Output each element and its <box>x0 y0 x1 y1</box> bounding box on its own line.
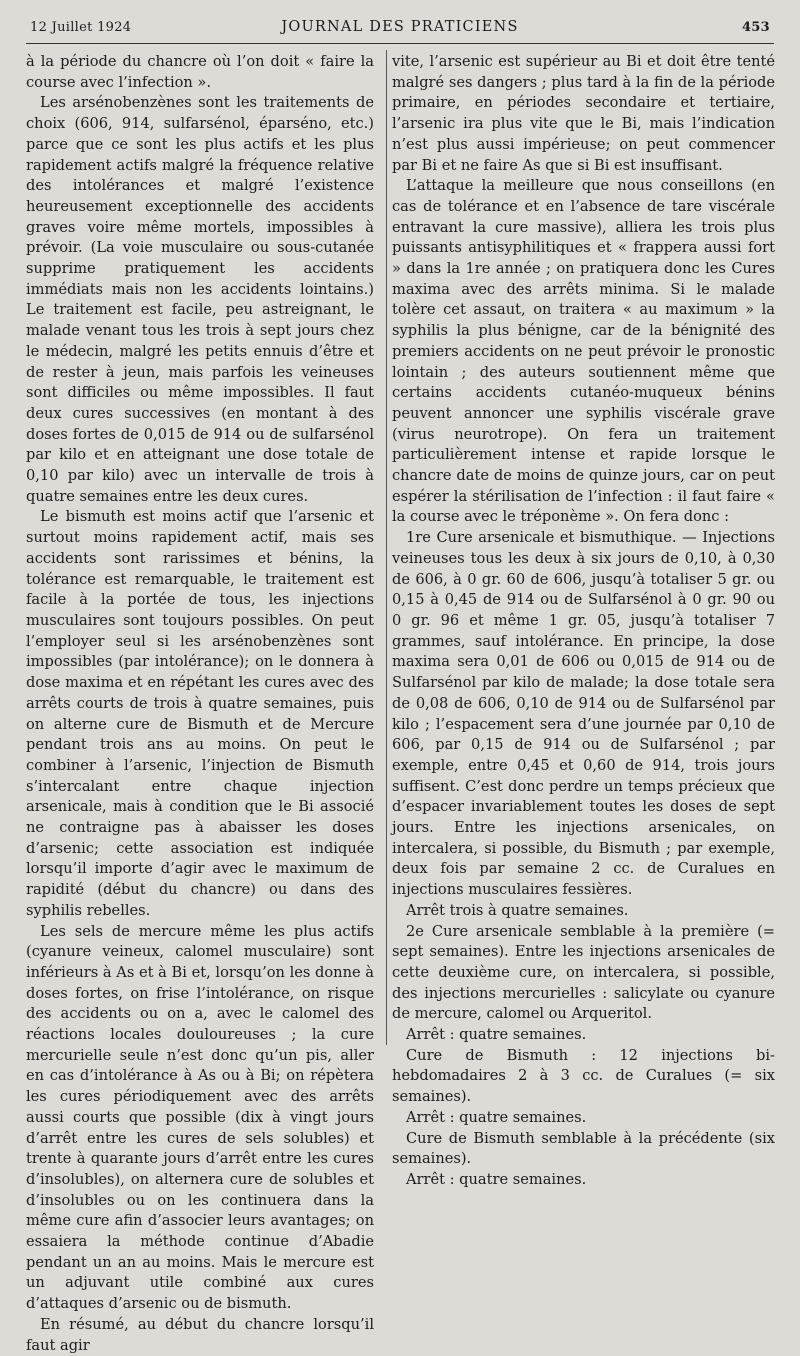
paragraph: Arrêt trois à quatre semaines. <box>406 901 629 919</box>
paragraph: Les sels de mercure même les plus actifs (cyanure veineux, calomel musculaire) sont inférieurs à As et à Bi et, lorsqu’on les donne à doses fortes, on frise l’intolérance, on risque des accidents ou on a, avec le calomel des réactions locales douloureuses ; la cure mercurielle seule n’est donc qu’un pis, aller en cas d’intolérance à As ou à Bi; on répètera les cures périodiquement avec des arrêts aussi courts que possible (dix à vingt jours d’arrêt entre les cures de sels solubles) et trente à quarante jours d’arrêt entre les cures d’insolubles), on alternera cure de solubles et d’insolubles ou on les continuera dans la même cure afin d’associer leurs avantages; on essaiera la méthode continue d’Abadie pendant un an au moins. Mais le mercure est un adjuvant utile combiné aux cures d’attaques d’arsenic ou de bismuth. <box>26 922 374 1313</box>
paragraph: 1re Cure arsenicale et bismuthique. — Injections veineuses tous les deux à six jours de 0,10, à 0,30 de 606, à 0 gr. 60 de 606, jusqu’à totaliser 5 gr. ou 0,15 à 0,45 de 914 ou de Sulfarsénol à 0 gr. 90 ou 0 gr. 96 et même 1 gr. 05, jusqu’à totaliser 7 grammes, sauf intolérance. En principe, la dose maxima sera 0,01 de 606 ou 0,015 de 914 ou de Sulfarsénol par kilo de malade; la dose totale sera de 0,08 de 606, 0,10 de 914 ou de Sulfarsénol par kilo ; l’espacement sera d’une journée par 0,10 de 606, par 0,15 de 914 ou de Sulfarsénol ; par exemple, entre 0,45 et 0,60 de 914, trois jours suffisent. C’est donc perdre un temps précieux que d’espacer invariablement toutes les doses de sept jours. Entre les injections arsenicales, on intercalera, si possible, du Bismuth ; par exemple, deux fois par semaine 2 cc. de Curalues en injections musculaires fessières. <box>392 529 775 899</box>
right-column <box>392 52 775 1191</box>
paragraph: Les arsénobenzènes sont les traitements de choix (606, 914, sulfarsénol, éparséno, etc.) parce que ce sont les plus actifs et les plus rapidement actifs malgré la fréquence relative des intolérances et malgré l’existence heureusement exceptionnelle des accidents graves voire même mortels, impossibles à prévoir. (La voie musculaire ou sous-cutanée supprime pratiquement les accidents immédiats mais non les accidents lointains.) Le traitement est facile, peu astreignant, le malade venant tous les trois à sept jours chez le médecin, malgré les petits ennuis d’être et de rester à jeun, mais parfois les veineuses sont difficiles ou même impossibles. Il faut deux cures successives (en montant à des doses fortes de 0,015 de 914 ou de sulfarsénol par kilo et en atteignant une dose totale de 0,10 par kilo) avec un intervalle de trois à quatre semaines entre les deux cures. <box>26 94 374 505</box>
paragraph: 2e Cure arsenicale semblable à la première (= sept semaines). Entre les injections arsenicales de cette deuxième cure, on intercalera, si possible, des injections mercurielles : salicylate ou cyanure de mercure, calomel ou Arqueritol. <box>392 922 775 1023</box>
journal-title: JOURNAL DES PRATICIENS <box>281 19 519 35</box>
left-column <box>26 52 374 1356</box>
paragraph: En résumé, au début du chancre lorsqu’il faut agir <box>26 1315 374 1354</box>
paragraph: Arrêt : quatre semaines. <box>406 1026 587 1044</box>
paragraph: Cure de Bismuth : 12 injections bi-hebdomadaires 2 à 3 cc. de Curalues (= six semaines). <box>392 1046 775 1106</box>
page-header <box>30 18 770 40</box>
paragraph: Cure de Bismuth semblable à la précédente (six semaines). <box>392 1129 775 1168</box>
page-number: 453 <box>741 20 770 35</box>
paragraph: à la période du chancre où l’on doit « faire la course avec l’infection ». <box>26 53 374 91</box>
paragraph: L’attaque la meilleure que nous conseillons (en cas de tolérance et en l’absence de tare viscérale entravant la cure massive), alliera les trois plus puissants antisyphilitiques et « frappera aussi fort » dans la 1re année ; on pratiquera donc les Cures maxima avec des arrêts minima. Si le malade tolère cet assaut, on traitera « au maximum » la syphilis la plus bénigne, car de la bénignité des premiers accidents on ne peut prévoir le pronostic lointain ; des auteurs soutiennent même que certains accidents cutanéo-muqueux bénins peuvent annoncer une syphilis viscérale grave (virus neurotrope). On fera un traitement particulièrement intense et rapide lorsque le chancre date de moins de quinze jours, car on peut espérer la stérilisation de l’infection : il faut faire « la course avec le tréponème ». On fera donc : <box>392 177 775 526</box>
paragraph: Le bismuth est moins actif que l’arsenic et surtout moins rapidement actif, mais ses accidents sont rarissimes et bénins, la tolérance est remarquable, le traitement est facile à la portée de tous, les injections musculaires sont toujours possibles. On peut l’employer seul si les arsénobenzènes sont impossibles (par intolérance); on le donnera à dose maxima et en répétant les cures avec des arrêts courts de trois à quatre semaines, puis on alterne cure de Bismuth et de Mercure pendant trois ans au moins. On peut le combiner à l’arsenic, l’injection de Bismuth s’intercalant entre chaque injection arsenicale, mais à condition que le Bi associé ne contraigne pas à abaisser les doses d’arsenic; cette association est indiquée lorsqu’il importe d’agir avec le maximum de rapidité (début du chancre) ou dans des syphilis rebelles. <box>26 508 374 919</box>
issue-date: 12 Juillet 1924 <box>30 20 132 35</box>
paragraph: Arrêt : quatre semaines. <box>406 1170 587 1188</box>
paragraph: vite, l’arsenic est supérieur au Bi et doit être tenté malgré ses dangers ; plus tard à la fin de la période primaire, en périodes secondaire et tertiaire, l’arsenic ira plus vite que le Bi, mais l’indication n’est plus aussi impérieuse; on peut commencer par Bi et ne faire As que si Bi est insuffisant. <box>392 53 775 174</box>
header-rule <box>26 43 774 44</box>
column-separator <box>386 50 387 1045</box>
paragraph: Arrêt : quatre semaines. <box>406 1108 587 1126</box>
